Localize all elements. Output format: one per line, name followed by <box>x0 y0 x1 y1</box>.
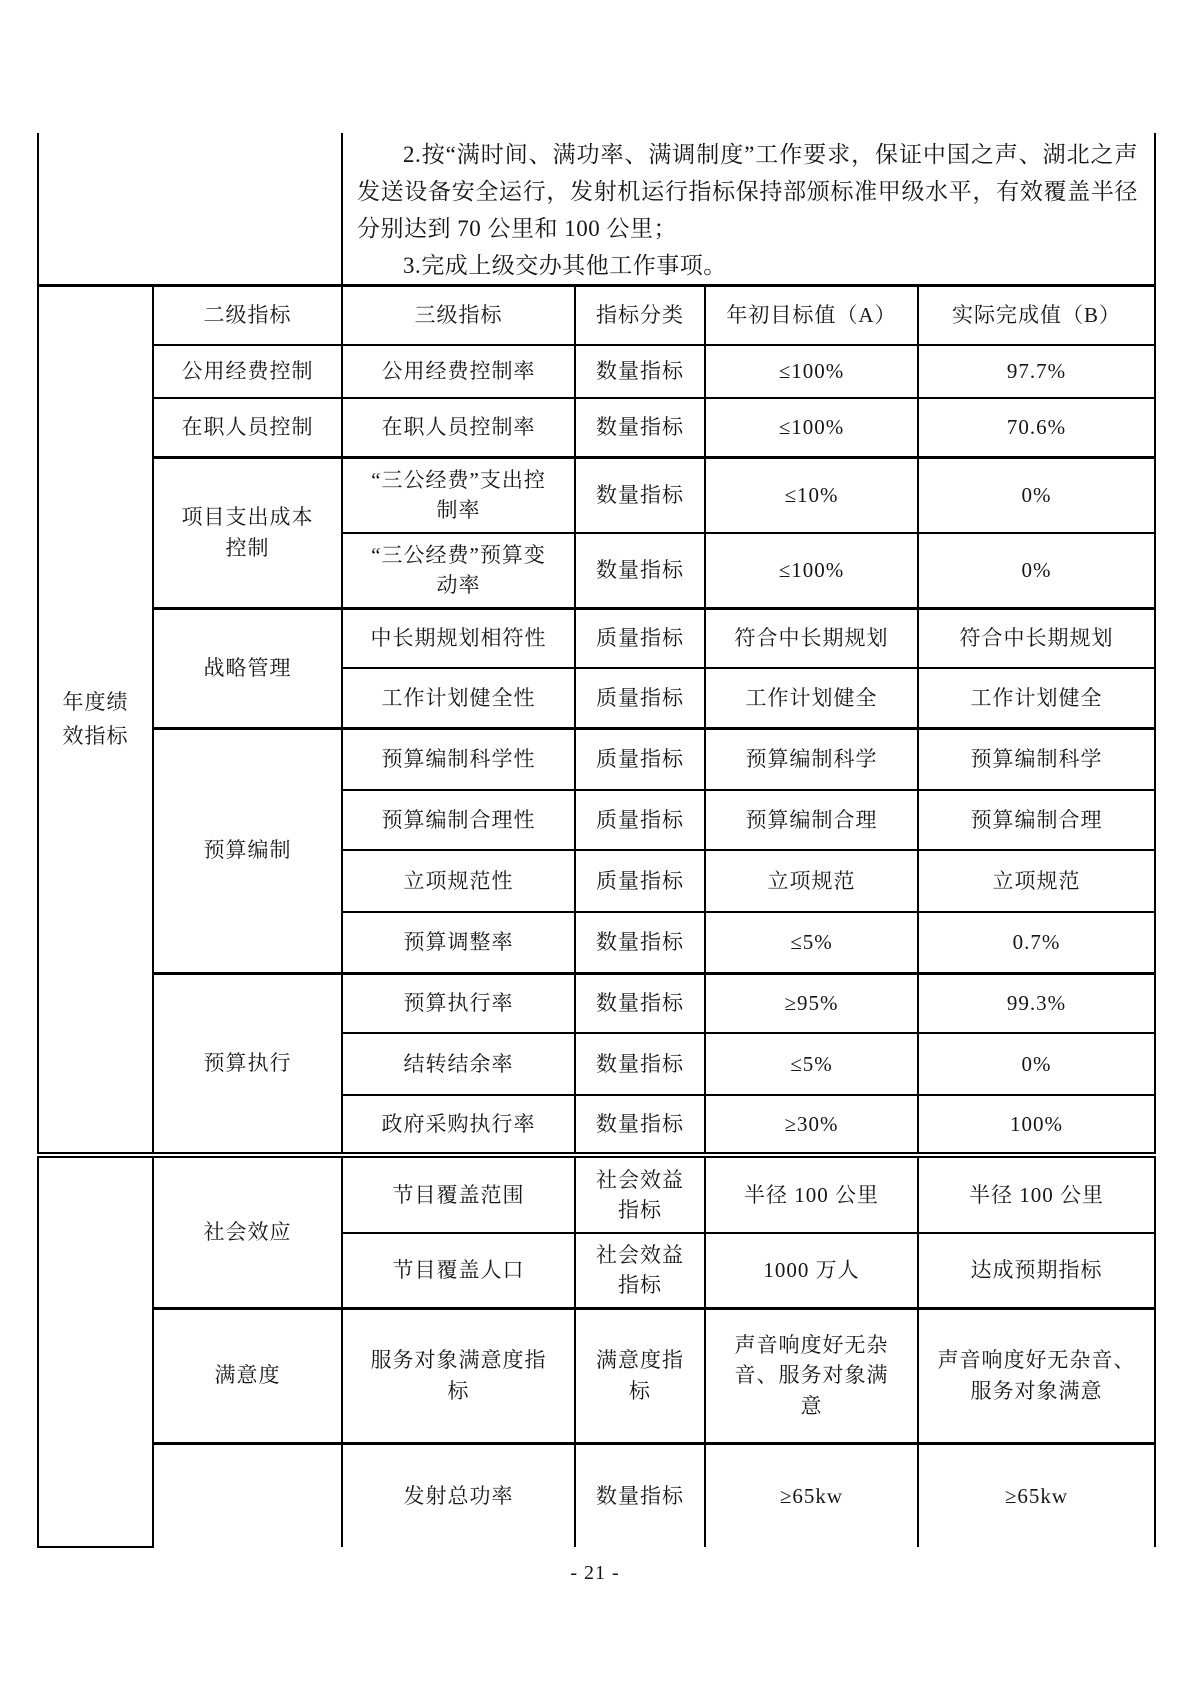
cell-level3: 政府采购执行率 <box>342 1095 575 1153</box>
cell-level3: 中长期规划相符性 <box>342 608 575 668</box>
level1-empty-cell <box>38 1157 153 1547</box>
cell-actual: ≥65kw <box>918 1443 1155 1547</box>
cell-actual: 0% <box>918 533 1155 608</box>
continuation-text-cell <box>342 133 1155 286</box>
cell-level2: 战略管理 <box>153 608 342 728</box>
cell-level3: 工作计划健全性 <box>342 668 575 728</box>
table-row <box>38 1157 1155 1233</box>
cell-actual: 预算编制合理 <box>918 790 1155 850</box>
cell-class: 数量指标 <box>575 1095 705 1153</box>
table-row <box>38 345 1155 398</box>
cell-target: ≤5% <box>705 912 918 973</box>
cell-class: 数量指标 <box>575 1443 705 1547</box>
table-row <box>38 608 1155 668</box>
cell-actual: 99.3% <box>918 973 1155 1033</box>
cell-level3: 节目覆盖范围 <box>342 1157 575 1233</box>
cell-class: 数量指标 <box>575 1033 705 1095</box>
cell-target: 符合中长期规划 <box>705 608 918 668</box>
cell-class: 满意度指标 <box>575 1308 705 1443</box>
cell-level2: 项目支出成本控制 <box>153 457 342 608</box>
cell-level2: 在职人员控制 <box>153 398 342 457</box>
cell-class: 数量指标 <box>575 533 705 608</box>
cell-target: 半径 100 公里 <box>705 1157 918 1233</box>
continuation-paragraph-2: 3.完成上级交办其他工作事项。 <box>403 253 727 278</box>
cell-target: ≥30% <box>705 1095 918 1153</box>
page-number: - 21 - <box>570 1562 620 1584</box>
cell-class: 数量指标 <box>575 398 705 457</box>
header-target: 年初目标值（A） <box>705 287 918 345</box>
cell-target: 声音响度好无杂音、服务对象满意 <box>705 1308 918 1443</box>
cell-actual: 达成预期指标 <box>918 1233 1155 1308</box>
cell-class: 数量指标 <box>575 457 705 533</box>
annual-indicators-section <box>37 287 1156 1154</box>
cell-level3: “三公经费”支出控制率 <box>342 457 575 533</box>
table-row <box>38 457 1155 533</box>
cell-target: 预算编制合理 <box>705 790 918 850</box>
cell-actual: 0.7% <box>918 912 1155 973</box>
cell-level2: 满意度 <box>153 1308 342 1443</box>
cell-class: 质量指标 <box>575 850 705 912</box>
cell-actual: 0% <box>918 457 1155 533</box>
cell-class: 社会效益指标 <box>575 1233 705 1308</box>
cell-target: 立项规范 <box>705 850 918 912</box>
cell-level3: 服务对象满意度指标 <box>342 1308 575 1443</box>
cell-target: ≤100% <box>705 398 918 457</box>
cell-class: 质量指标 <box>575 728 705 790</box>
cell-class: 质量指标 <box>575 790 705 850</box>
cell-actual: 半径 100 公里 <box>918 1157 1155 1233</box>
social-indicators-section <box>37 1156 1156 1548</box>
header-class: 指标分类 <box>575 287 705 345</box>
cell-level3: “三公经费”预算变动率 <box>342 533 575 608</box>
cell-actual: 预算编制科学 <box>918 728 1155 790</box>
header-actual: 实际完成值（B） <box>918 287 1155 345</box>
table-row <box>38 728 1155 790</box>
cell-actual: 0% <box>918 1033 1155 1095</box>
level1-indicator-cell <box>38 287 153 1153</box>
cell-level3: 预算编制科学性 <box>342 728 575 790</box>
cell-level3: 预算调整率 <box>342 912 575 973</box>
cell-level2: 预算执行 <box>153 973 342 1153</box>
cell-target: ≤100% <box>705 533 918 608</box>
cell-level3: 在职人员控制率 <box>342 398 575 457</box>
cell-class: 质量指标 <box>575 608 705 668</box>
continuation-left-cell <box>38 133 342 286</box>
cell-target: ≤10% <box>705 457 918 533</box>
cell-level2: 预算编制 <box>153 728 342 973</box>
cell-target: 1000 万人 <box>705 1233 918 1308</box>
table-row <box>38 1443 1155 1547</box>
cell-level3: 发射总功率 <box>342 1443 575 1547</box>
cell-target: ≤5% <box>705 1033 918 1095</box>
cell-level2: 公用经费控制 <box>153 345 342 398</box>
cell-actual: 70.6% <box>918 398 1155 457</box>
cell-target: 工作计划健全 <box>705 668 918 728</box>
table-row <box>38 1308 1155 1443</box>
continuation-section <box>37 133 1156 287</box>
level1-indicator-label: 年度绩效指标 <box>62 689 129 748</box>
cell-class: 社会效益指标 <box>575 1157 705 1233</box>
continuation-paragraph-1: 2.按“满时间、满功率、满调制度”工作要求，保证中国之声、湖北之声发送设备安全运行，发射机运行指标保持部颁标准甲级水平，有效覆盖半径分别达到 70 公里和 100 公里； <box>357 142 1138 241</box>
performance-table <box>37 133 1154 1548</box>
cell-class: 数量指标 <box>575 345 705 398</box>
table-row <box>38 973 1155 1033</box>
cell-level3: 公用经费控制率 <box>342 345 575 398</box>
cell-target: 预算编制科学 <box>705 728 918 790</box>
cell-target: ≥65kw <box>705 1443 918 1547</box>
table-header-row <box>38 287 1155 345</box>
cell-level3: 预算执行率 <box>342 973 575 1033</box>
cell-target: ≤100% <box>705 345 918 398</box>
header-level2: 二级指标 <box>153 287 342 345</box>
header-level3: 三级指标 <box>342 287 575 345</box>
cell-level3: 立项规范性 <box>342 850 575 912</box>
cell-level3: 预算编制合理性 <box>342 790 575 850</box>
cell-level3: 节目覆盖人口 <box>342 1233 575 1308</box>
cell-level3: 结转结余率 <box>342 1033 575 1095</box>
cell-actual: 符合中长期规划 <box>918 608 1155 668</box>
cell-actual: 立项规范 <box>918 850 1155 912</box>
cell-actual: 100% <box>918 1095 1155 1153</box>
cell-actual: 97.7% <box>918 345 1155 398</box>
table-row <box>38 398 1155 457</box>
cell-level2: 社会效应 <box>153 1157 342 1308</box>
cell-level2-empty <box>153 1443 342 1547</box>
cell-actual: 工作计划健全 <box>918 668 1155 728</box>
cell-class: 数量指标 <box>575 973 705 1033</box>
cell-target: ≥95% <box>705 973 918 1033</box>
table-row <box>38 133 1155 286</box>
cell-actual: 声音响度好无杂音、服务对象满意 <box>918 1308 1155 1443</box>
cell-class: 数量指标 <box>575 912 705 973</box>
cell-class: 质量指标 <box>575 668 705 728</box>
